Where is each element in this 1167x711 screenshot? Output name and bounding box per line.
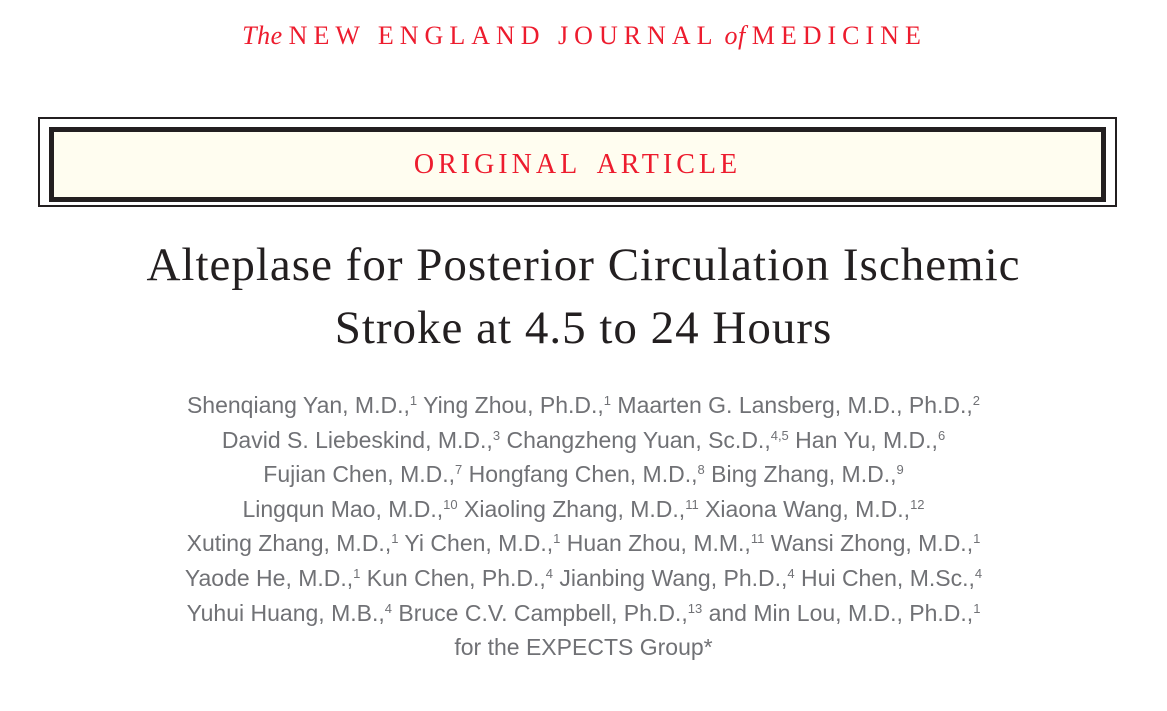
author-name: Lingqun Mao, M.D., <box>242 495 444 522</box>
title-line-1: Alteplase for Posterior Circulation Ischemic <box>146 239 1021 291</box>
author-name: Fujian Chen, M.D., <box>263 461 456 488</box>
author-line <box>0 388 1167 423</box>
author-name: Xiaoling Zhang, M.D., <box>457 495 686 522</box>
author-name: Ying Zhou, Ph.D., <box>417 392 604 418</box>
author-name: Xiaona Wang, M.D., <box>698 495 911 522</box>
title-line-2: Stroke at 4.5 to 24 Hours <box>334 302 833 354</box>
masthead-word-italic: The <box>242 21 283 50</box>
affiliation-superscript: 2 <box>972 393 981 408</box>
author-name: and Min Lou, M.D., Ph.D., <box>702 599 974 626</box>
author-name: Maarten G. Lansberg, M.D., Ph.D., <box>611 392 973 418</box>
author-name: Bruce C.V. Campbell, Ph.D., <box>391 599 688 626</box>
affiliation-superscript: 12 <box>910 496 925 512</box>
journal-masthead <box>0 20 1167 52</box>
affiliation-superscript: 4 <box>384 600 392 616</box>
affiliation-superscript: 1 <box>353 565 361 581</box>
masthead-word-italic: of <box>724 21 746 50</box>
affiliation-superscript: 11 <box>750 531 765 547</box>
affiliation-superscript: 7 <box>455 462 463 478</box>
affiliation-superscript: 1 <box>409 393 418 408</box>
affiliation-superscript: 3 <box>492 427 501 443</box>
affiliation-superscript: 9 <box>896 462 904 478</box>
author-line <box>0 492 1167 527</box>
author-name: Hui Chen, M.Sc., <box>794 564 975 591</box>
affiliation-superscript: 4 <box>787 565 795 581</box>
affiliation-superscript: 4,5 <box>770 427 789 443</box>
affiliation-superscript: 6 <box>937 427 946 443</box>
affiliation-superscript: 1 <box>391 531 399 547</box>
affiliation-superscript: 1 <box>603 393 612 408</box>
author-name: Kun Chen, Ph.D., <box>360 564 546 591</box>
author-line <box>0 561 1167 596</box>
author-name: Hongfang Chen, M.D., <box>462 461 698 488</box>
affiliation-superscript: 13 <box>687 600 703 616</box>
affiliation-superscript: 4 <box>974 565 983 581</box>
affiliation-superscript: 8 <box>697 462 705 478</box>
author-name: Jianbing Wang, Ph.D., <box>553 564 788 591</box>
author-list <box>0 388 1167 665</box>
affiliation-superscript: 11 <box>685 496 699 512</box>
author-name: Shenqiang Yan, M.D., <box>186 392 410 418</box>
author-name: for the EXPECTS Group* <box>454 634 713 661</box>
author-name: Yaode He, M.D., <box>184 564 354 591</box>
affiliation-superscript: 1 <box>973 600 981 616</box>
masthead-word-caps: NEW ENGLAND JOURNAL <box>288 21 719 50</box>
banner-frame <box>38 117 1117 207</box>
author-name: Huan Zhou, M.M., <box>560 530 751 557</box>
author-name: Wansi Zhong, M.D., <box>764 530 974 557</box>
author-line <box>0 526 1167 561</box>
banner-label: ORIGINAL ARTICLE <box>413 148 742 180</box>
original-article-banner <box>49 127 1106 202</box>
author-line <box>0 457 1167 492</box>
author-line <box>0 630 1167 665</box>
author-line <box>0 596 1167 631</box>
article-title <box>0 234 1167 360</box>
author-name: Bing Zhang, M.D., <box>704 461 897 488</box>
affiliation-superscript: 4 <box>545 565 554 581</box>
affiliation-superscript: 1 <box>973 531 981 547</box>
author-line <box>0 423 1167 458</box>
affiliation-superscript: 10 <box>443 496 458 512</box>
author-name: Xuting Zhang, M.D., <box>186 530 392 557</box>
author-name: Yuhui Huang, M.B., <box>186 599 385 626</box>
affiliation-superscript: 1 <box>553 531 561 547</box>
author-name: Han Yu, M.D., <box>788 426 938 453</box>
masthead-word-caps: MEDICINE <box>751 21 927 50</box>
author-name: David S. Liebeskind, M.D., <box>221 426 493 453</box>
author-name: Yi Chen, M.D., <box>398 530 554 557</box>
author-name: Changzheng Yuan, Sc.D., <box>500 426 771 453</box>
